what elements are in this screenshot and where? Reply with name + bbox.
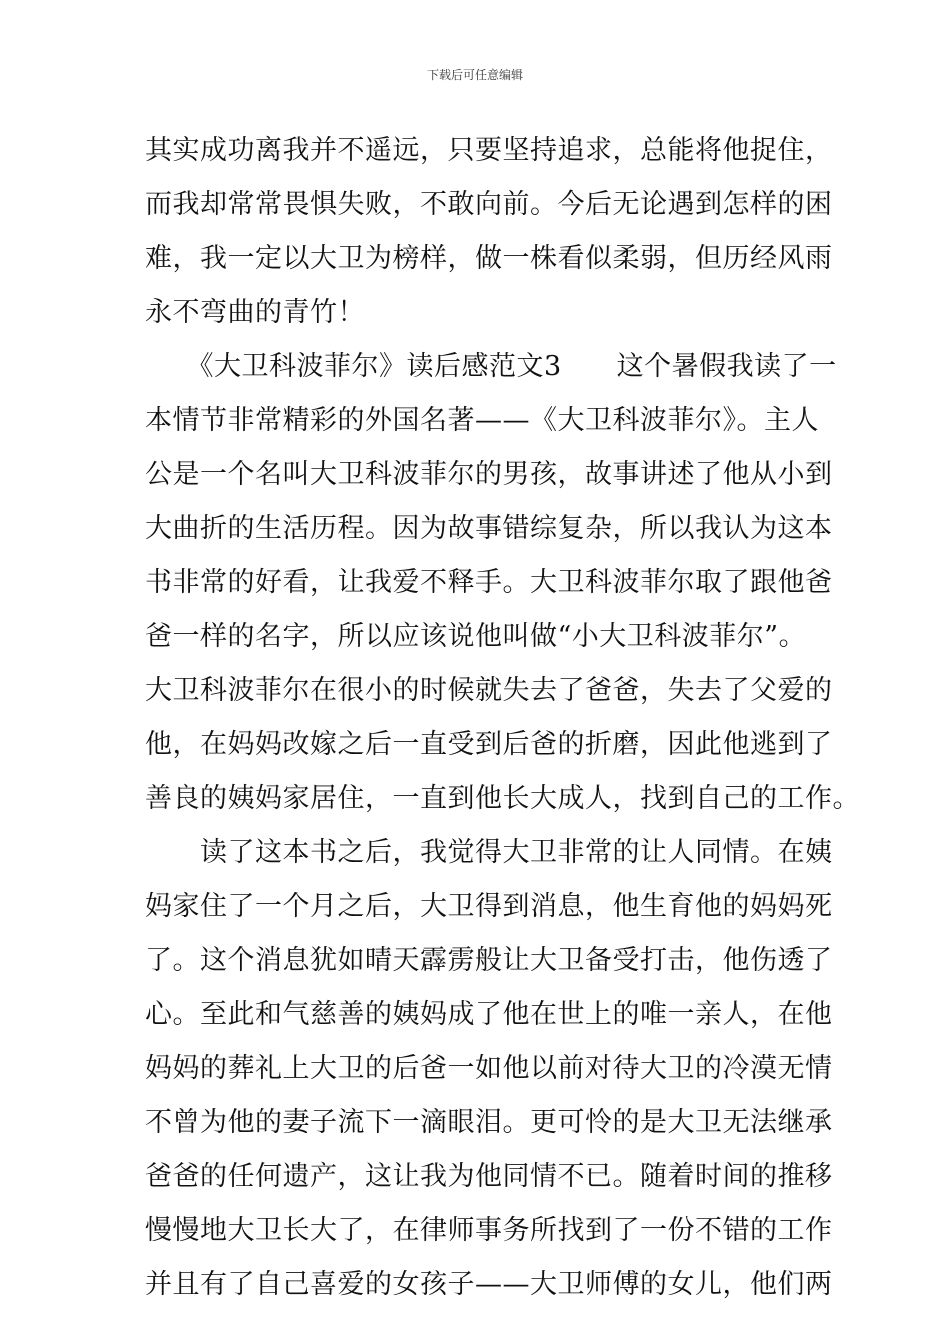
text-line: 本情节非常精彩的外国名著——《大卫科波菲尔》。主人 [145,405,819,436]
text-line: 大曲折的生活历程。因为故事错综复杂，所以我认为这本 [145,513,833,544]
text-line: 大卫科波菲尔在很小的时候就失去了爸爸，失去了父爱的 [145,675,833,706]
page-header: 下载后可任意编辑 [426,68,523,82]
text-line: 妈妈的葬礼上大卫的后爸一如他以前对待大卫的冷漠无情 [145,1053,833,1084]
text-line: 妈家住了一个月之后，大卫得到消息，他生育他的妈妈死 [145,891,833,922]
text-line: 书非常的好看，让我爱不释手。大卫科波菲尔取了跟他爸 [145,567,833,598]
text-line: 其实成功离我并不遥远，只要坚持追求，总能将他捉住， [145,135,833,166]
text-line: 难，我一定以大卫为榜样，做一株看似柔弱，但历经风雨 [145,243,833,274]
text-line: 慢慢地大卫长大了，在律师事务所找到了一份不错的工作 [145,1215,833,1246]
text-line: 善良的姨妈家居住，一直到他长大成人，找到自己的工作。 [145,783,860,814]
text-line: 爸一样的名字，所以应该说他叫做“小大卫科波菲尔”。 [145,621,807,652]
body-text [145,124,860,1312]
text-line: 读了这本书之后，我觉得大卫非常的让人同情。在姨 [145,837,833,868]
text-line: 并且有了自己喜爱的女孩子——大卫师傅的女儿，他们两 [145,1269,833,1300]
text-line: 不曾为他的妻子流下一滴眼泪。更可怜的是大卫无法继承 [145,1107,833,1138]
text-line: 他，在妈妈改嫁之后一直受到后爸的折磨，因此他逃到了 [145,729,833,760]
text-line: 了。这个消息犹如晴天霹雳般让大卫备受打击，他伤透了 [145,945,833,976]
text-line: 心。至此和气慈善的姨妈成了他在世上的唯一亲人，在他 [145,999,833,1030]
text-line: 《大卫科波菲尔》读后感范文3 这个暑假我读了一 [145,351,837,382]
text-line: 公是一个名叫大卫科波菲尔的男孩，故事讲述了他从小到 [145,459,833,490]
text-line: 永不弯曲的青竹！ [145,297,365,328]
text-line: 爸爸的任何遗产，这让我为他同情不已。随着时间的推移 [145,1161,833,1192]
text-line: 而我却常常畏惧失败，不敢向前。今后无论遇到怎样的困 [145,189,833,220]
